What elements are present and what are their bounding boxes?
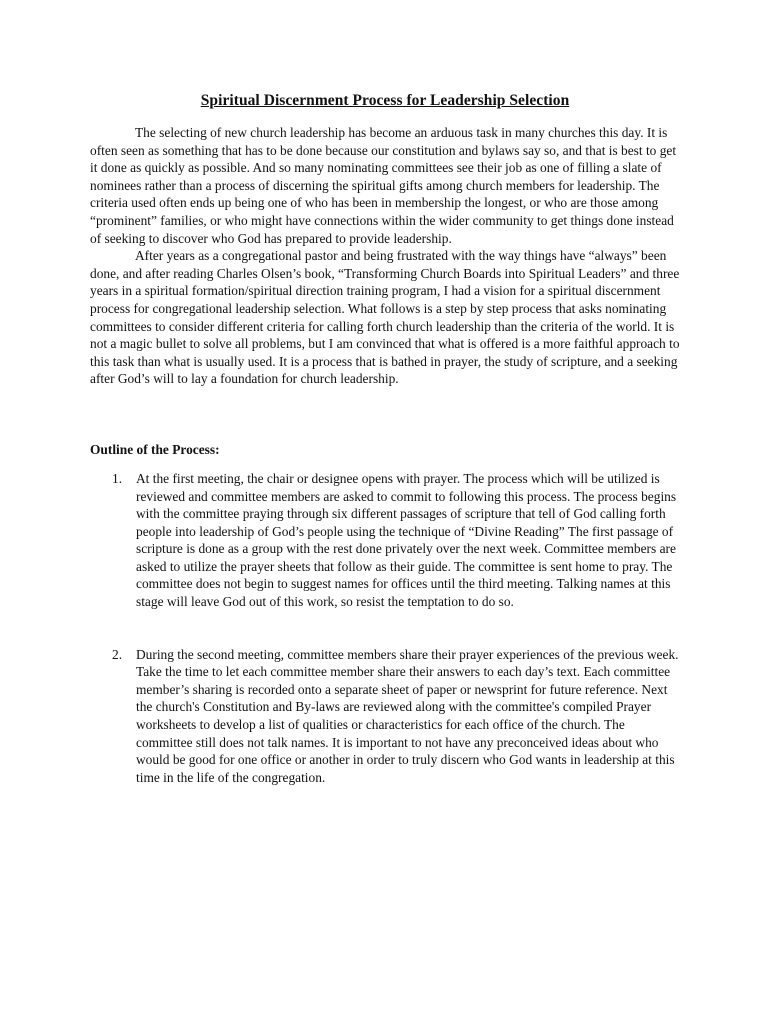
outline-item-text: At the first meeting, the chair or designee opens with prayer. The process which will be utilized is reviewed and committee members are asked to commit to following this process. The process begins with the committee praying through six different passages of scripture that tell of God calling forth people into leadership of God’s people using the technique of “Divine Reading” The first passage of scripture is done as a group with the rest done privately over the next week. Committee members are asked to utilize the prayer sheets that follow as their guide. The committee is sent home to pray. The committee does not begin to suggest names for offices until the third meeting. Talking names at this stage will leave God out of this work, so resist the temptation to do so. xyxy=(136,470,677,610)
document-title: Spiritual Discernment Process for Leadership Selection xyxy=(200,92,570,109)
outline-item-number: 2. xyxy=(112,646,123,662)
outline-item xyxy=(90,646,680,787)
intro-paragraph: The selecting of new church leadership has become an arduous task in many churches this day. It is often seen as something that has to be done because our constitution and bylaws say so, and that is best to get it done as quickly as possible. And so many nominating committees see their job as one of filling a slate of nominees rather than a process of discerning the spiritual gifts among church members for leadership. The criteria used often ends up being one of who has been in membership the longest, or who are those among “prominent” families, or who might have connections within the wider community to get things done instead of seeking to discover who God has prepared to provide leadership. xyxy=(90,125,677,246)
outline-item-text: During the second meeting, committee members share their prayer experiences of the previous week. Take the time to let each committee member share their answers to each day’s text. Each committee member’s sharing is recorded onto a separate sheet of paper or newsprint for future reference. Next the church's Constitution and By-laws are reviewed along with the committee's compiled Prayer worksheets to develop a list of qualities or characteristics for each office of the church. The committee still does not talk names. It is important to not have any preconceived ideas about who would be good for one office or another in order to truly discern who God wants in leadership at this time in the life of the congregation. xyxy=(136,646,679,785)
document-page xyxy=(90,92,680,786)
outline-item xyxy=(90,470,680,611)
vision-paragraph: After years as a congregational pastor and being frustrated with the way things have “always” been done, and after reading Charles Olsen’s book, “Transforming Church Boards into Spiritual Leaders” and three years in a spiritual formation/spiritual direction training program, I had a vision for a spiritual discernment process for congregational leadership selection. What follows is a step by step process that asks nominating committees to consider different criteria for calling forth church leadership than the criteria of the world. It is not a magic bullet to solve all problems, but I am convinced that what is offered is a more faithful approach to this task than what is usually used. It is a process that is bathed in prayer, the study of scripture, and a seeking after God’s will to lay a foundation for church leadership. xyxy=(90,248,680,387)
outline-list xyxy=(90,470,680,787)
outline-item-number: 1. xyxy=(112,470,123,486)
outline-heading: Outline of the Process: xyxy=(90,441,220,457)
